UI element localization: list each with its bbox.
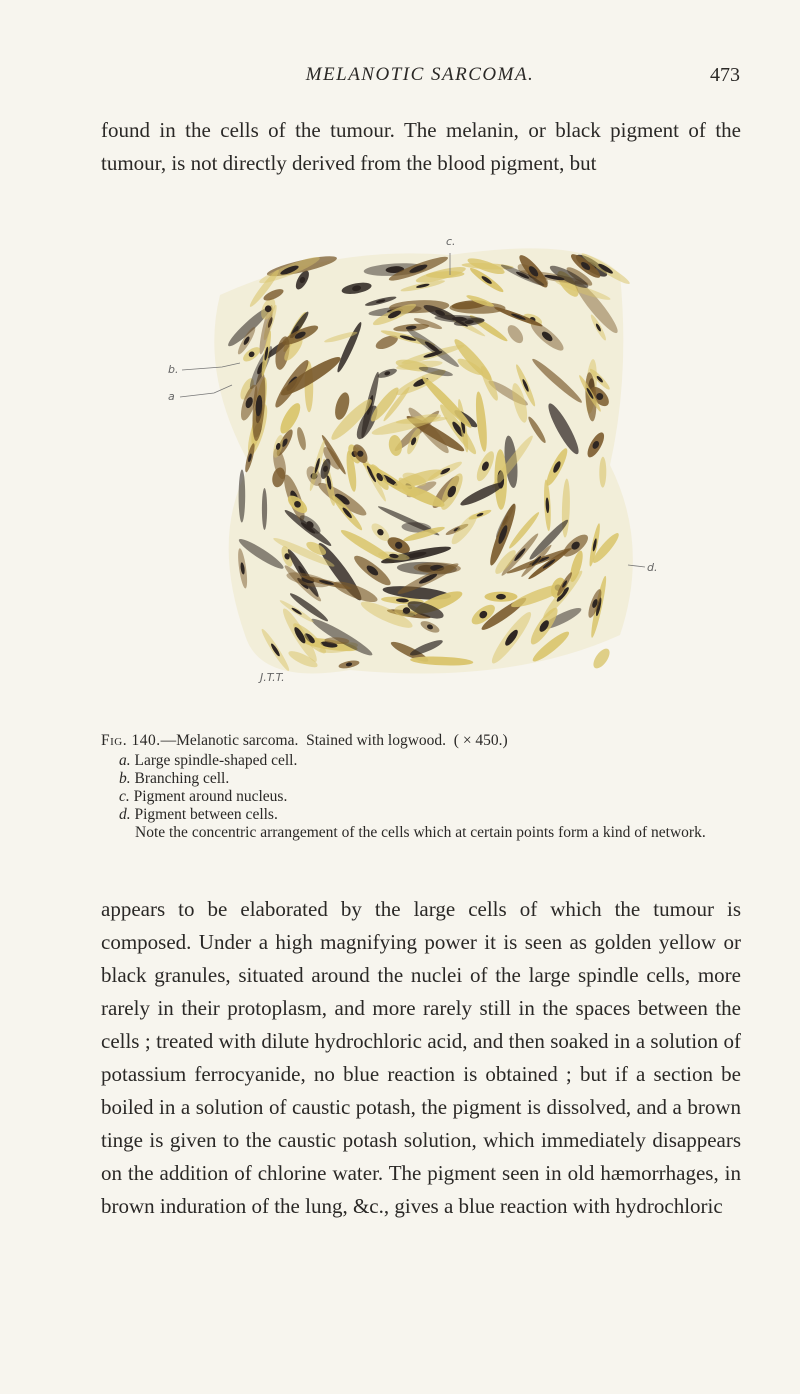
caption-title-line — [101, 732, 741, 750]
cell-nucleus — [496, 594, 506, 600]
legend-key: a. — [119, 752, 131, 769]
spindle-cell — [262, 488, 267, 530]
histology-illustration — [150, 215, 670, 695]
figure-number: Fig. 140. — [101, 732, 161, 749]
figure-legend — [101, 752, 741, 824]
legend-text: Pigment around nucleus. — [133, 788, 288, 805]
legend-text: Large spindle-shaped cell. — [134, 752, 298, 769]
running-header — [100, 64, 740, 90]
legend-item-d — [119, 806, 741, 824]
figure-caption — [101, 732, 741, 842]
figure-title: —Melanotic sarcoma. — [160, 732, 299, 749]
legend-item-c — [119, 788, 741, 806]
figure-label-d: d. — [647, 561, 658, 574]
legend-key: c. — [119, 788, 130, 805]
body-paragraph-bottom: appears to be elaborated by the large cells of which the tumour is composed. Under a high magnifying power it is seen as golden yellow or black granules, situated around the nuclei of the large spindle cells, more rarely in their protoplasm, and more rarely still in the spaces between the cells ; treated with dilute hydrochloric acid, and then soaked in a solution of potassium ferrocyanide, no blue reaction is obtained ; but if a section be boiled in a solution of caustic potash, the pigment is dissolved, and a brown tinge is given to the caustic potash solution, which immediately disappears on the addition of chlorine water. The pigment seen in old hæmorrhages, in brown induration of the lung, &c., gives a blue reaction with hydrochloric — [101, 897, 741, 1218]
figure-melanotic-sarcoma — [150, 215, 670, 695]
legend-text: Branching cell. — [134, 770, 230, 787]
legend-item-b — [119, 770, 741, 788]
running-title: MELANOTIC SARCOMA. — [305, 64, 535, 85]
page-number: 473 — [710, 64, 740, 86]
figure-label-a: a — [168, 390, 175, 403]
body-paragraph-top: found in the cells of the tumour. The melanin, or black pigment of the tumour, is not directly derived from the blood pigment, but — [101, 118, 741, 175]
legend-key: b. — [119, 770, 131, 787]
spindle-cell — [590, 646, 612, 671]
figure-label-b: b. — [168, 363, 179, 376]
stain-note: Stained with logwood. — [306, 732, 447, 749]
artist-signature: J.T.T. — [260, 671, 285, 684]
legend-text: Pigment between cells. — [134, 806, 278, 823]
tissue-cells — [214, 248, 633, 673]
magnification: ( × 450.) — [453, 732, 508, 749]
legend-item-a — [119, 752, 741, 770]
legend-key: d. — [119, 806, 131, 823]
caption-note — [101, 824, 741, 842]
caption-note-text: Note the concentric arrangement of the cells which at certain points form a kind of network. — [135, 824, 706, 841]
figure-label-c: c. — [446, 235, 456, 248]
